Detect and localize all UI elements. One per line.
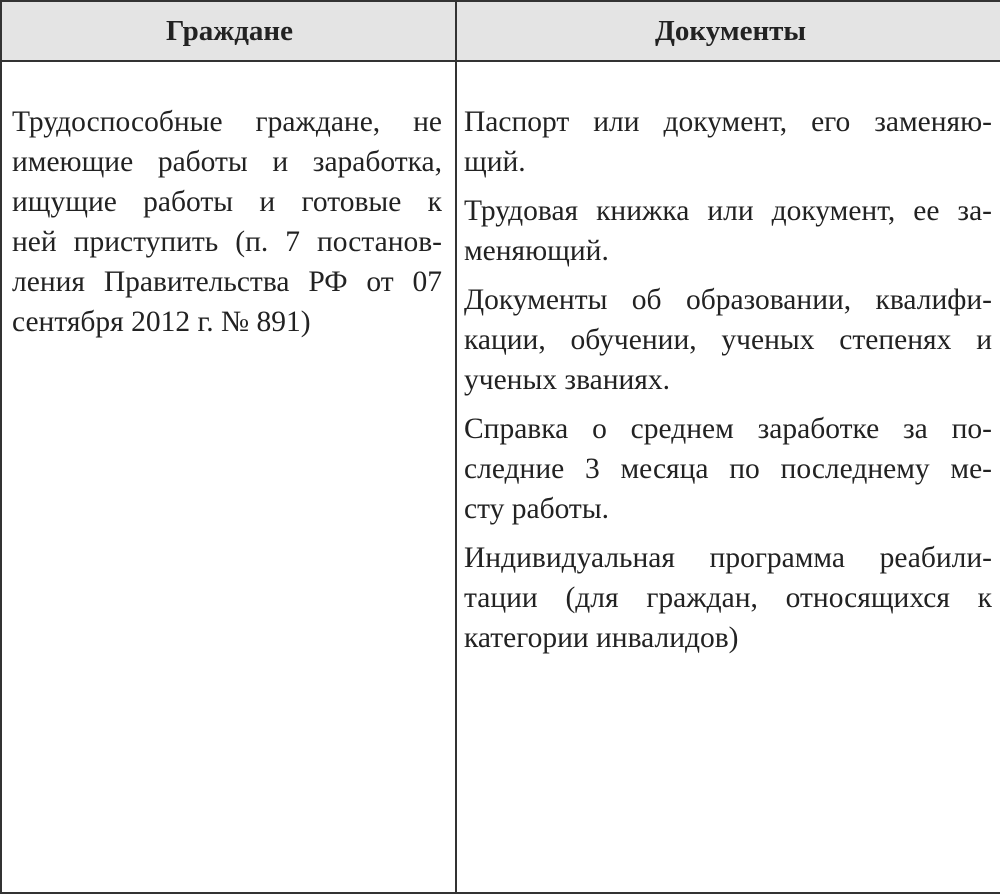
document-item-education xyxy=(464,280,992,400)
header-citizens: Граждане xyxy=(165,15,294,47)
document-line: Трудовая книжка или документ, ее за- xyxy=(464,195,992,227)
document-line: кации, обучении, ученых степенях и xyxy=(464,324,992,356)
document-item-passport xyxy=(464,102,992,182)
citizens-line: ления Правительства РФ от 07 xyxy=(12,266,442,298)
document-line: меняющий. xyxy=(464,235,609,267)
citizens-line: ней приступить (п. 7 постанов- xyxy=(12,226,442,258)
document-line: щий. xyxy=(464,146,526,178)
document-line: сту работы. xyxy=(464,493,610,525)
column-divider xyxy=(455,0,457,894)
table-left-border xyxy=(0,0,2,894)
document-line: тации (для граждан, относящихся к xyxy=(464,582,992,614)
document-line: ученых званиях. xyxy=(464,364,670,396)
document-item-workbook xyxy=(464,191,992,271)
document-line: категории инвалидов) xyxy=(464,622,739,654)
document-line: Паспорт или документ, его заменяю- xyxy=(464,106,992,138)
document-line: Индивидуальная программа реабили- xyxy=(464,542,992,574)
citizens-line: Трудоспособные граждане, не xyxy=(12,106,442,138)
table-header xyxy=(0,0,1000,62)
citizens-cell xyxy=(12,102,442,342)
document-line: Справка о среднем заработке за по- xyxy=(464,413,992,445)
document-line: Документы об образовании, квалифи- xyxy=(464,284,992,316)
documents-cell xyxy=(464,102,992,667)
header-documents: Документы xyxy=(654,15,807,47)
document-item-salary-certificate xyxy=(464,409,992,529)
document-item-rehabilitation-program xyxy=(464,538,992,658)
citizens-line: ищущие работы и готовые к xyxy=(12,186,442,218)
citizens-line: сентября 2012 г. № 891) xyxy=(12,306,311,338)
citizens-line: имеющие работы и заработка, xyxy=(12,146,442,178)
document-line: следние 3 месяца по последнему ме- xyxy=(464,453,992,485)
